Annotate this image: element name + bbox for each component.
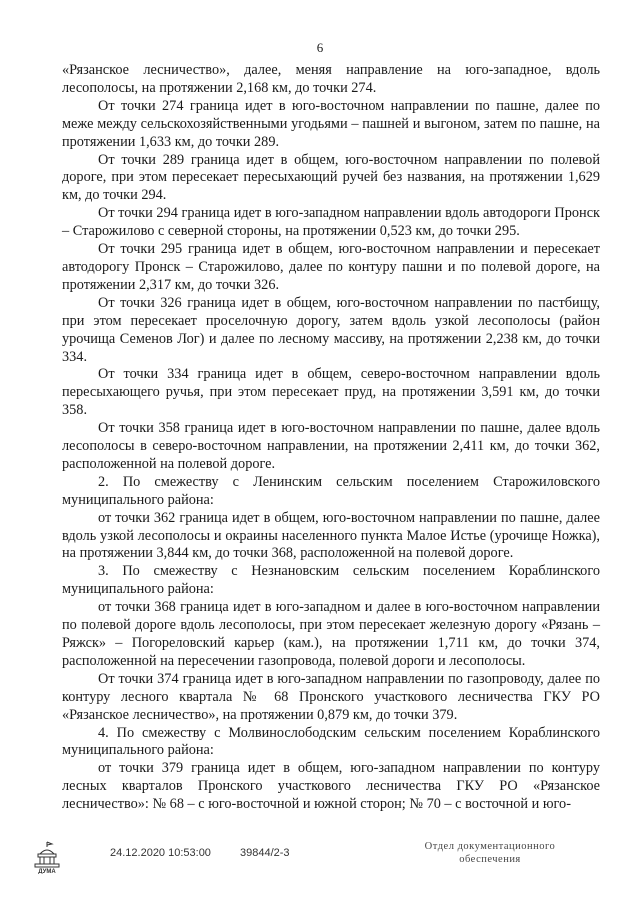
footer-dept-line2: обеспечения [459, 854, 521, 865]
paragraph: От точки 289 граница идет в общем, юго-восточном направлении по полевой дороге, при этом пересекает пересыхающий ручей без названия, на протяжении 1,629 км, до точки 294. [62, 151, 600, 204]
document-body [62, 62, 600, 814]
paragraph: от точки 368 граница идет в юго-западном и далее в юго-восточном направлении по полевой дороге вдоль лесополосы, при этом пересекает железную дорогу «Рязань – Ряжск» – Погореловский карьер (кам.), на протяжении 1,711 км, до точки 374, расположенной на пересечении газопровода, полевой дороги и лесополосы. [62, 599, 600, 669]
page-number: 6 [316, 40, 324, 55]
paragraph: От точки 295 граница идет в общем, юго-восточном направлении и пересекает автодорогу Пронск – Старожилово, далее по контуру пашни и по полевой дороге, на протяжении 2,317 км, до точки 326. [62, 241, 600, 293]
paragraph: 3. По смежеству с Незнановским сельским поселением Кораблинского муниципального района: [62, 563, 600, 598]
paragraph: От точки 274 граница идет в юго-восточном направлении по пашне, далее по меже между сельскохозяйственными угодьями – пашней и выгоном, затем по пашне, на протяжении 1,633 км, до точки 289. [62, 97, 600, 150]
duma-logo-icon [30, 840, 64, 874]
paragraph: от точки 379 граница идет в общем, юго-западном направлении по контуру лесных кварталов Пронского участкового лесничества ГКУ РО «Рязанское лесничество»: № 68 – с юго-восточной и южной сторон; № 70 – с восточной и юго- [62, 760, 600, 813]
logo-text: ДУМА [38, 869, 56, 874]
footer-dept-line1: Отдел документационного [424, 841, 556, 852]
paragraph: От точки 358 граница идет в юго-восточном направлении по пашне, далее вдоль лесополосы в северо-восточном направлении, на протяжении 2,411 км, до точки 362, расположенной на полевой дороге. [62, 420, 600, 472]
paragraph: От точки 374 граница идет в юго-западном направлении по газопроводу, далее по контуру лесного квартала № 68 Пронского участкового лесничества ГКУ РО «Рязанское лесничество», на протяжении 0,879 км, до точки 379. [62, 670, 600, 723]
footer-datetime: 24.12.2020 10:53:00 [110, 847, 211, 859]
paragraph: 2. По смежеству с Ленинским сельским поселением Старожиловского муниципального района: [62, 473, 600, 508]
footer-department-stamp [400, 840, 580, 866]
paragraph: 4. По смежеству с Молвинослободским сельским поселением Кораблинского муниципального района: [62, 724, 600, 759]
paragraph: «Рязанское лесничество», далее, меняя направление на юго-западное, вдоль лесополосы, на протяжении 2,168 км, до точки 274. [62, 62, 600, 96]
paragraph: От точки 294 граница идет в юго-западном направлении вдоль автодороги Пронск – Старожилово с северной стороны, на протяжении 0,523 км, до точки 295. [62, 205, 600, 240]
paragraph: От точки 326 граница идет в общем, юго-восточном направлении по пастбищу, при этом пересекает проселочную дорогу, затем вдоль узкой лесополосы (район урочища Семенов Лог) и далее по лесному массиву, на протяжении 2,238 км, до точки 334. [62, 294, 600, 365]
paragraph: от точки 362 граница идет в общем, юго-восточном направлении по пашне, далее вдоль узкой лесополосы и окраины населенного пункта Малое Истье (урочище Ножка), на протяжении 3,844 км, до точки 368, расположенной на полевой дороге. [62, 509, 600, 562]
footer-doc-id: 39844/2-3 [240, 847, 290, 859]
paragraph: От точки 334 граница идет в общем, северо-восточном направлении вдоль пересыхающего ручья, при этом пересекает пруд, на протяжении 3,591 км, до точки 358. [62, 366, 600, 419]
